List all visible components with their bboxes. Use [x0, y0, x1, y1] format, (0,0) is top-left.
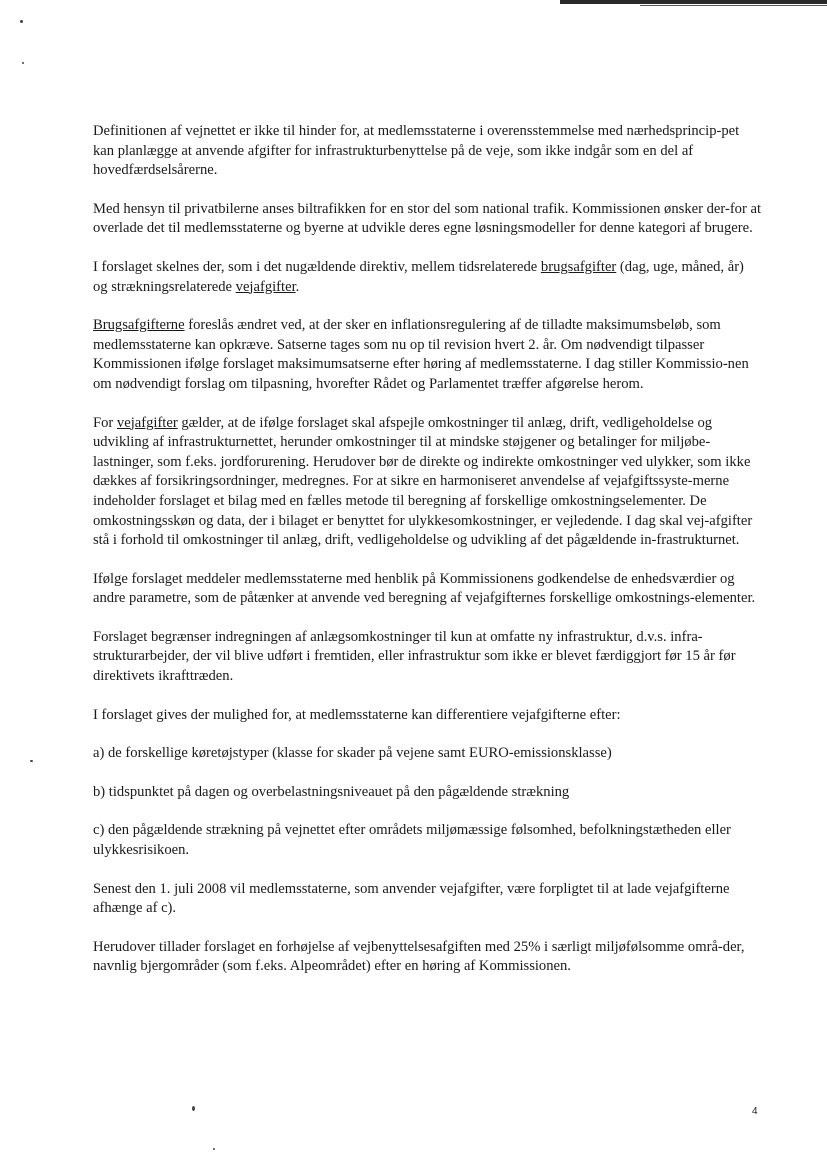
- text-run: gælder, at de ifølge forslaget skal afspejle omkostninger til anlæg, drift, vedligeholdelse og udvikling af infrastrukturnettet, herunder omkostninger til at mindske støjgener og betalinger for miljøbe-lastninger, som f.eks. jordforurening. Herudover bør de direkte og indirekte omkostninger ved ulykker, som ikke dækkes af forsikringsordninger, medregnes. For at sikre en harmoniseret anvendelse af vejafgiftssyste-merne indeholder forslaget et bilag med en fælles metode til beregning af forskellige omkostningselementer. De omkostningsskøn og data, der i bilaget er benyttet for ulykkesomkostninger, er vejledende. I dag skal vej-afgifter stå i forhold til omkostninger til anlæg, drift, vedligeholdelse og udvikling af det pågældende in-frastrukturnet.: [93, 414, 753, 549]
- list-item: a) de forskellige køretøjstyper (klasse for skader på vejene samt EURO-emissionsklasse): [93, 745, 612, 762]
- text-run: (dag, uge, måned, år) og strækningsrelaterede: [93, 258, 744, 295]
- scan-speck: [22, 62, 24, 64]
- list-item: c) den pågældende strækning på vejnettet efter områdets miljømæssige følsomhed, befolkningstætheden eller ulykkesrisikoen.: [93, 822, 731, 859]
- underlined-term: brugsafgifter: [540, 258, 617, 275]
- text-run: foreslås ændret ved, at der sker en inflationsregulering af de tilladte maksimumsbeløb, som medlemsstaterne kan opkræve. Satserne tages som nu op til revision hvert 2. år. Om nødvendigt tilpasser Kommissionen ifølge forslaget maksimumsatserne efter høring af medlemsstaterne. I dag stiller Kommissio-nen om nødvendigt forslag om tilpasning, hvorefter Rådet og Parlamentet træffer afgørelse herom.: [93, 317, 749, 392]
- text-run: For: [93, 414, 117, 431]
- paragraph: Forslaget begrænser indregningen af anlægsomkostninger til kun at omfatte ny infrastruktur, d.v.s. infra-strukturarbejder, der vil blive udført i fremtiden, eller infrastruktur som ikke er blevet færdiggjort før 15 år før direktivets ikrafttræden.: [93, 628, 736, 685]
- paragraph: [93, 414, 761, 551]
- paragraph: Herudover tillader forslaget en forhøjelse af vejbenyttelsesafgiften med 25% i særligt miljøfølsomme områ-der, navnlig bjergområder (som f.eks. Alpeområdet) efter en høring af Kommissionen.: [93, 938, 745, 975]
- paragraph: I forslaget gives der mulighed for, at medlemsstaterne kan differentiere vejafgifterne efter:: [93, 706, 621, 723]
- text-run: .: [295, 278, 300, 295]
- scan-edge-line: [560, 0, 827, 4]
- scan-speck: [20, 20, 23, 23]
- underlined-term: vejafgifter: [116, 414, 178, 431]
- document-body: [93, 122, 761, 996]
- underlined-term: Brugsafgifterne: [93, 317, 185, 334]
- page-number: 4: [752, 1106, 758, 1117]
- scan-speck: [30, 760, 33, 762]
- scan-speck: [192, 1106, 195, 1111]
- scan-edge-line-thin: [640, 5, 827, 6]
- underlined-term: vejafgifter: [235, 278, 296, 295]
- paragraph: Definitionen af vejnettet er ikke til hinder for, at medlemsstaterne i overensstemmelse med nærhedsprincip-pet kan planlægge at anvende afgifter for infrastrukturbenyttelse på de veje, som ikke indgår som en del af hovedfærdselsårerne.: [93, 123, 740, 179]
- list-item: b) tidspunktet på dagen og overbelastningsniveauet på den pågældende strækning: [93, 783, 570, 800]
- text-run: I forslaget skelnes der, som i det nugældende direktiv, mellem tidsrelaterede: [93, 258, 541, 275]
- paragraph: [93, 258, 761, 297]
- paragraph: Senest den 1. juli 2008 vil medlemsstaterne, som anvender vejafgifter, være forpligtet til at lade vejafgifterne afhænge af c).: [93, 880, 730, 917]
- paragraph: Med hensyn til privatbilerne anses biltrafikken for en stor del som national trafik. Kommissionen ønsker der-for at overlade det til medlemsstaterne og byerne at udvikle deres egne løsningsmodeller for denne kategori af brugere.: [93, 200, 762, 237]
- scan-speck: [213, 1148, 215, 1150]
- paragraph: [93, 316, 761, 394]
- paragraph: Ifølge forslaget meddeler medlemsstaterne med henblik på Kommissionens godkendelse de enhedsværdier og andre parametre, som de påtænker at anvende ved beregning af vejafgifternes forskellige omkostnings-elementer.: [93, 570, 756, 607]
